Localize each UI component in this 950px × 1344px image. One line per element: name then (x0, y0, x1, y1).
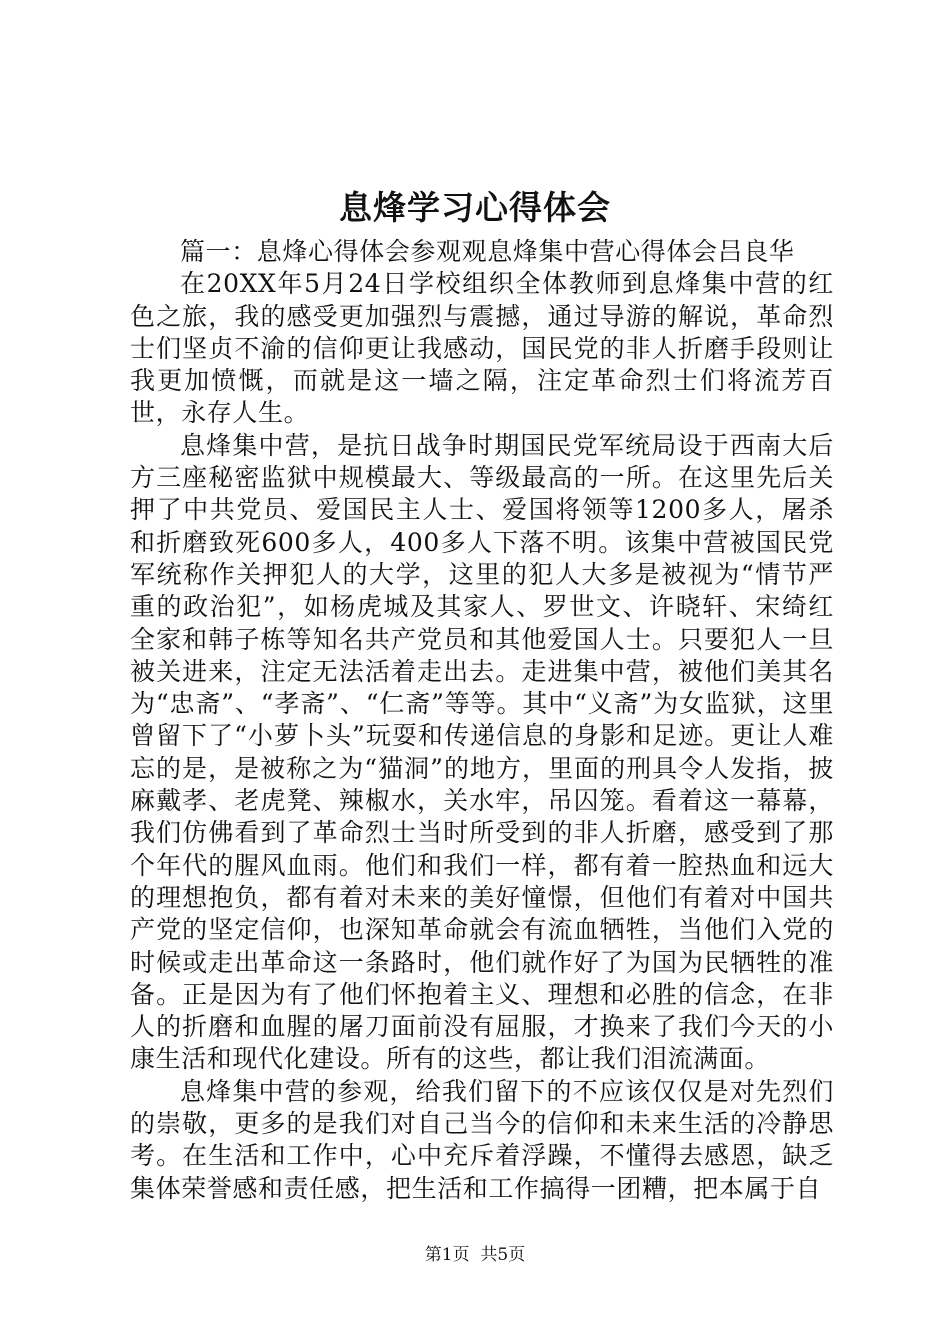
paragraph-1: 在20XX年5月24日学校组织全体教师到息烽集中营的红色之旅，我的感受更加强烈与震撼，通过导游的解说，革命烈士们坚贞不渝的信仰更让我感动，国民党的非人折磨手段则让我更加愤慨，而就是这一墙之隔，注定革命烈士们将流芳百世，永存人生。 (130, 269, 834, 428)
document-body (130, 236, 834, 1205)
page-number: 第1页 共5页 (424, 1245, 526, 1265)
document-title: 息烽学习心得体会 (339, 188, 611, 227)
paragraph-2: 息烽集中营，是抗日战争时期国民党军统局设于西南大后方三座秘密监狱中规模最大、等级最高的一所。在这里先后关押了中共党员、爱国民主人士、爱国将领等1200多人，屠杀和折磨致死600多人，400多人下落不明。该集中营被国民党军统称作关押犯人的大学，这里的犯人大多是被视为“情节严重的政治犯”，如杨虎城及其家人、罗世文、许晓轩、宋绮红全家和韩子栋等知名共产党员和其他爱国人士。只要犯人一旦被关进来，注定无法活着走出去。走进集中营，被他们美其名为“忠斋”、“孝斋”、“仁斋”等等。其中“义斋”为女监狱，这里曾留下了“小萝卜头”玩耍和传递信息的身影和足迹。更让人难忘的是，是被称之为“猫洞”的地方，里面的刑具令人发指，披麻戴孝、老虎凳、辣椒水，关水牢，吊囚笼。看着这一幕幕，我们仿佛看到了革命烈士当时所受到的非人折磨，感受到了那个年代的腥风血雨。他们和我们一样，都有着一腔热血和远大的理想抱负，都有着对未来的美好憧憬，但他们有着对中国共产党的坚定信仰，也深知革命就会有流血牺牲，当他们入党的时候或走出革命这一条路时，他们就作好了为国为民牺牲的准备。正是因为有了他们怀抱着主义、理想和必胜的信念，在非人的折磨和血腥的屠刀面前没有屈服，才换来了我们今天的小康生活和现代化建设。所有的这些，都让我们泪流满面。 (130, 430, 834, 1074)
paragraph-subtitle: 篇一：息烽心得体会参观观息烽集中营心得体会吕良华 (180, 237, 795, 266)
paragraph-3: 息烽集中营的参观，给我们留下的不应该仅仅是对先烈们的崇敬，更多的是我们对自己当今的信仰和未来生活的冷静思考。在生活和工作中，心中充斥着浮躁，不懂得去感恩，缺乏集体荣誉感和责任感，把生活和工作搞得一团糟，把本属于自 (130, 1076, 834, 1203)
